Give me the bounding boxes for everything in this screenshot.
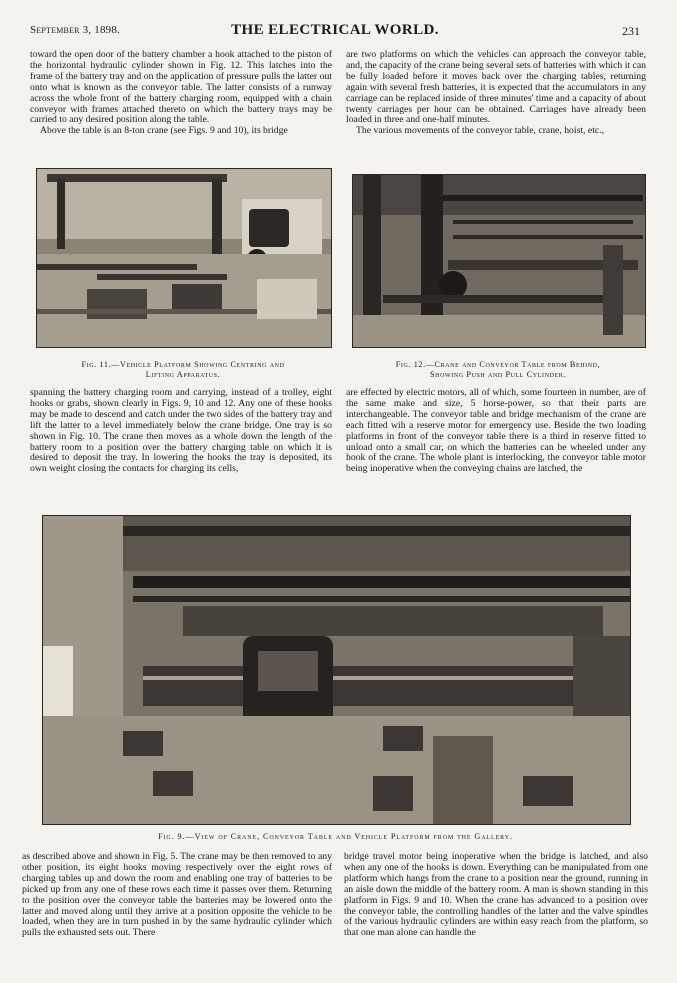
page-header [30, 22, 640, 42]
paragraph: bridge travel motor being inoperative when the bridge is latched, and also when any one of the hooks is down. Everything can be manipulated from one platform which hangs from the crane to a position near the ground, running in an aisle down the middle of the battery room. A man is shown standing in this platform in Figs. 9 and 10. When the crane has advanced to a position over the conveyor table, the controlling handles of the latter and the valve spindles of the various hydraulic cylinders are within easy reach from the platform, so that one man alone can handle the [344, 851, 648, 939]
paragraph: The various movements of the conveyor table, crane, hoist, etc., [356, 125, 605, 137]
figure-9-photo [42, 515, 631, 825]
caption-line: Fig. 11.—Vehicle Platform Showing Centring and [81, 360, 285, 369]
figure-12-caption [352, 360, 644, 380]
paragraph: spanning the battery charging room and carrying, instead of a trolley, eight hooks or grabs, shown clearly in Figs. 9, 10 and 12. Any one of these hooks may be made to descend and catch under the two sides of the battery tray and lift the latter to a level immediately below the crane bridge. One tray is so shown in Fig. 10. The crane then moves as a whole down the length of the battery room to a position over the battery charging table on which it is desired to deposit the tray. In lowering the hooks the tray is deposited, its own weight closing the contacts for charging its cells, [30, 387, 332, 475]
paragraph: as described above and shown in Fig. 5. The crane may be then removed to any other position, its eight hooks moving respectively over the eight rows of charging tables up and down the room and enabling one tray of batteries to be picked up from any one of these rows each time it passes over them. Returning to the position over the conveyor table the batteries may be lowered onto the latter and moved along until they arrive at a position opposite the vehicle to be loaded, when they are in turn pushed in by the same hydraulic cylinder which pulls the exhausted sets out. There [22, 851, 332, 939]
column-top-left [30, 50, 332, 137]
caption-line: Lifting Apparatus. [145, 370, 221, 379]
crane-gallery-illustration [43, 516, 630, 824]
figure-9-caption: Fig. 9.—View of Crane, Conveyor Table and Vehicle Platform from the Gallery. [158, 832, 513, 841]
paragraph: toward the open door of the battery chamber a hook attached to the piston of the horizontal hydraulic cylinder shown in Fig. 12. This latches into the frame of the battery tray and on the application of pressure pulls the latter out onto what is known as the conveyor table. The latter consists of a runway across the whole front of the battery charging room, equipped with a chain conveyor with frames attached thereto on which the battery trays may be carried to any desired position along the table. [30, 49, 332, 126]
caption-line: Fig. 12.—Crane and Conveyor Table from Behind, [395, 360, 601, 369]
crane-conveyor-illustration [353, 175, 645, 347]
figure-11-photo [36, 168, 332, 348]
paragraph: are effected by electric motors, all of which, some fourteen in number, are of the same make and size, 5 horse-power, so that their parts are interchangeable. The conveyor table and bridge mechanism of the crane are each fitted wih a reserve motor for emergency use. Beside the two loading platforms in front of the conveyor table there is a third in reserve fitted to unload onto a small car, on which the batteries can be wheeled under any hook of the crane. The whole plant is interlocking, the conveyor table motor being inoperative when the conveying chains are latched, the [346, 387, 646, 475]
issue-date: September 3, 1898. [30, 24, 120, 36]
publication-title: THE ELECTRICAL WORLD. [231, 22, 439, 38]
page-number: 231 [622, 24, 640, 38]
column-bottom-left [22, 852, 332, 939]
vehicle-platform-illustration [37, 169, 331, 347]
caption-line: Showing Push and Pull Cylinder. [430, 370, 566, 379]
figure-11-caption [36, 360, 330, 380]
paragraph: Above the table is an 8-ton crane (see Figs. 9 and 10), its bridge [40, 125, 288, 137]
column-middle-right [346, 388, 646, 475]
column-middle-left [30, 388, 332, 475]
column-bottom-right [344, 852, 648, 939]
paragraph: are two platforms on which the vehicles can approach the conveyor table, and, the capacity of the crane being several sets of batteries with which it can be fully loaded before it moves back over the charging tables, returning again with several fresh batteries, it is expected that the accumulators in any carriage can be replaced inside of three minutes' time and a capacity of about twenty carriages per hour can be obtained. Carriages have already been loaded in three and one-half minutes. [346, 49, 646, 126]
figure-12-photo [352, 174, 646, 348]
column-top-right [346, 50, 646, 137]
